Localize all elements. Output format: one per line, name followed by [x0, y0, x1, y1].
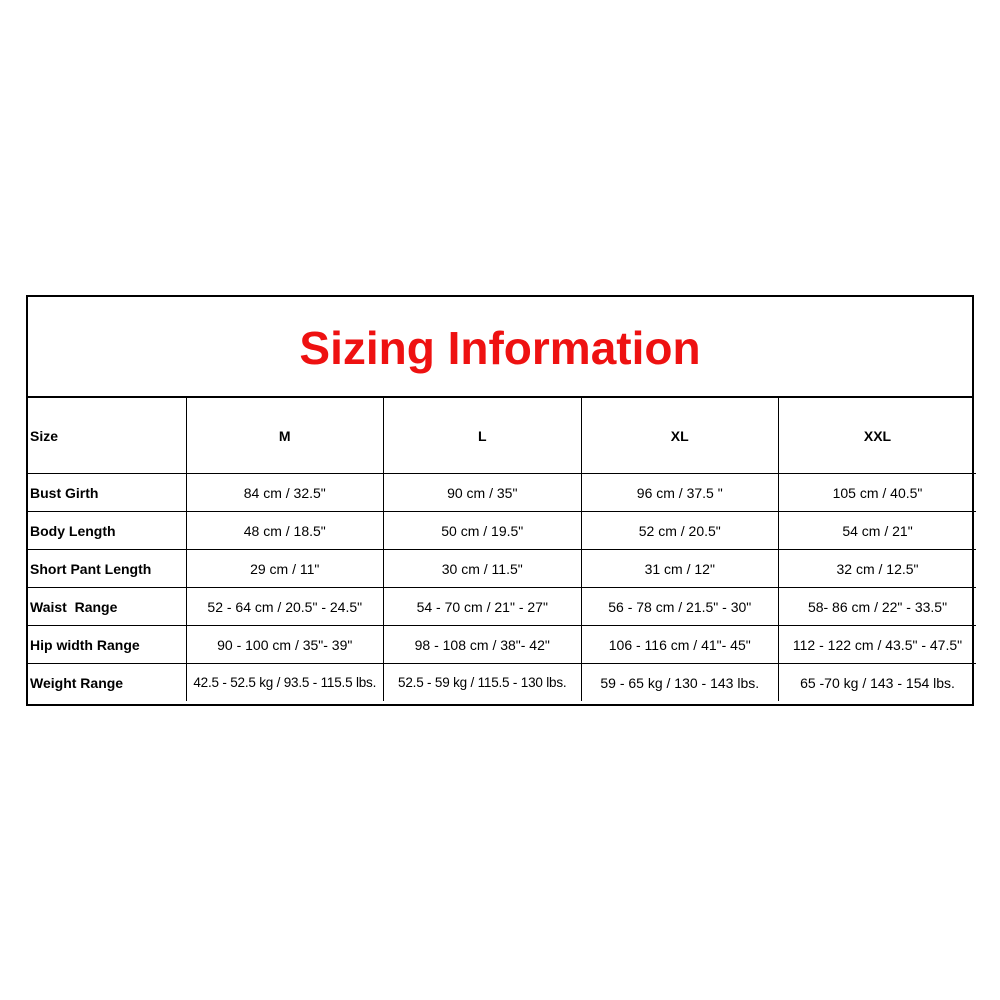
table-row [28, 474, 976, 512]
title-row [28, 297, 972, 398]
size-table [28, 398, 976, 701]
table-cell: 90 cm / 35" [384, 474, 582, 512]
table-cell: 58- 86 cm / 22" - 33.5" [779, 588, 977, 626]
table-cell: 30 cm / 11.5" [384, 550, 582, 588]
table-cell: 112 - 122 cm / 43.5" - 47.5" [779, 626, 977, 664]
table-row [28, 550, 976, 588]
row-label: Waist Range [28, 588, 186, 626]
table-cell: 59 - 65 kg / 130 - 143 lbs. [581, 664, 779, 702]
row-label: Body Length [28, 512, 186, 550]
size-chart [26, 295, 974, 706]
table-cell: 31 cm / 12" [581, 550, 779, 588]
size-header-l: L [384, 398, 582, 474]
table-cell: 56 - 78 cm / 21.5" - 30" [581, 588, 779, 626]
row-label: Weight Range [28, 664, 186, 702]
table-cell: 48 cm / 18.5" [186, 512, 384, 550]
table-cell: 52 cm / 20.5" [581, 512, 779, 550]
size-header-xxl: XXL [779, 398, 977, 474]
table-row [28, 664, 976, 702]
size-header-label: Size [28, 398, 186, 474]
table-row [28, 626, 976, 664]
row-label: Bust Girth [28, 474, 186, 512]
table-cell: 42.5 - 52.5 kg / 93.5 - 115.5 lbs. [186, 664, 384, 702]
size-header-xl: XL [581, 398, 779, 474]
table-row [28, 512, 976, 550]
chart-title: Sizing Information [299, 321, 701, 374]
table-cell: 98 - 108 cm / 38"- 42" [384, 626, 582, 664]
table-cell: 54 - 70 cm / 21" - 27" [384, 588, 582, 626]
table-cell: 105 cm / 40.5" [779, 474, 977, 512]
table-cell: 90 - 100 cm / 35"- 39" [186, 626, 384, 664]
table-cell: 50 cm / 19.5" [384, 512, 582, 550]
size-header-m: M [186, 398, 384, 474]
table-cell: 106 - 116 cm / 41"- 45" [581, 626, 779, 664]
table-row [28, 588, 976, 626]
row-label: Short Pant Length [28, 550, 186, 588]
table-cell: 96 cm / 37.5 " [581, 474, 779, 512]
table-cell: 32 cm / 12.5" [779, 550, 977, 588]
table-cell: 84 cm / 32.5" [186, 474, 384, 512]
table-cell: 65 -70 kg / 143 - 154 lbs. [779, 664, 977, 702]
row-label: Hip width Range [28, 626, 186, 664]
table-cell: 52 - 64 cm / 20.5" - 24.5" [186, 588, 384, 626]
table-cell: 29 cm / 11" [186, 550, 384, 588]
header-row [28, 398, 976, 474]
table-cell: 54 cm / 21" [779, 512, 977, 550]
table-cell: 52.5 - 59 kg / 115.5 - 130 lbs. [384, 664, 582, 702]
